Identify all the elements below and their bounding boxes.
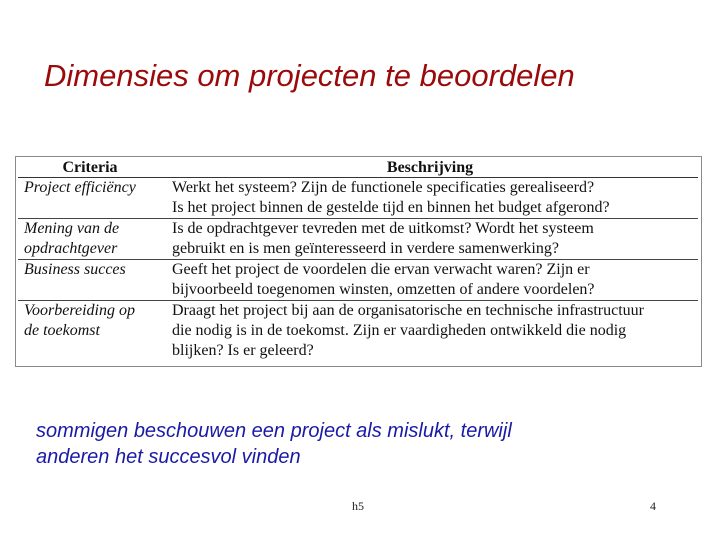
footer-line: sommigen beschouwen een project als mislukt, terwijl xyxy=(36,420,512,442)
page-number: 4 xyxy=(650,499,656,513)
description-line: Geeft het project de voordelen die ervan verwacht waren? Zijn er xyxy=(172,261,590,278)
criterion-line: Voorbereiding op xyxy=(24,302,135,319)
description-line: Is het project binnen de gestelde tijd en binnen het budget afgerond? xyxy=(172,199,610,216)
header-beschrijving: Beschrijving xyxy=(162,159,698,178)
criterion-line: de toekomst xyxy=(24,322,100,339)
description-cell xyxy=(162,301,698,362)
table-header-row xyxy=(18,159,698,178)
description-cell xyxy=(162,178,698,219)
description-line: gebruikt en is men geïnteresseerd in verdere samenwerking? xyxy=(172,240,559,257)
table-row xyxy=(18,178,698,219)
criterion-cell xyxy=(18,260,162,301)
criterion-cell xyxy=(18,219,162,260)
table-row xyxy=(18,301,698,362)
description-line: bijvoorbeeld toegenomen winsten, omzetten of andere voordelen? xyxy=(172,281,595,298)
criteria-table-frame xyxy=(15,156,702,367)
header-criteria: Criteria xyxy=(18,159,162,178)
criterion-line: Business succes xyxy=(24,261,126,278)
criteria-table xyxy=(18,159,698,361)
criterion-line: Project efficiëncy xyxy=(24,179,136,196)
criterion-cell xyxy=(18,178,162,219)
criterion-line: opdrachtgever xyxy=(24,240,118,257)
description-line: die nodig is in de toekomst. Zijn er vaardigheden ontwikkeld die nodig xyxy=(172,322,627,339)
description-cell xyxy=(162,219,698,260)
criterion-line: Mening van de xyxy=(24,220,120,237)
footer-statement xyxy=(36,418,676,470)
description-cell xyxy=(162,260,698,301)
table-row xyxy=(18,219,698,260)
table-row xyxy=(18,260,698,301)
description-line: Werkt het systeem? Zijn de functionele specificaties gerealiseerd? xyxy=(172,179,595,196)
criterion-cell xyxy=(18,301,162,362)
description-line: Draagt het project bij aan de organisatorische en technische infrastructuur xyxy=(172,302,644,319)
footer-line: anderen het succesvol vinden xyxy=(36,446,301,468)
slide-title: Dimensies om projecten te beoordelen xyxy=(44,58,575,93)
description-line: blijken? Is er geleerd? xyxy=(172,342,314,359)
chapter-label: h5 xyxy=(352,499,364,513)
description-line: Is de opdrachtgever tevreden met de uitkomst? Wordt het systeem xyxy=(172,220,594,237)
